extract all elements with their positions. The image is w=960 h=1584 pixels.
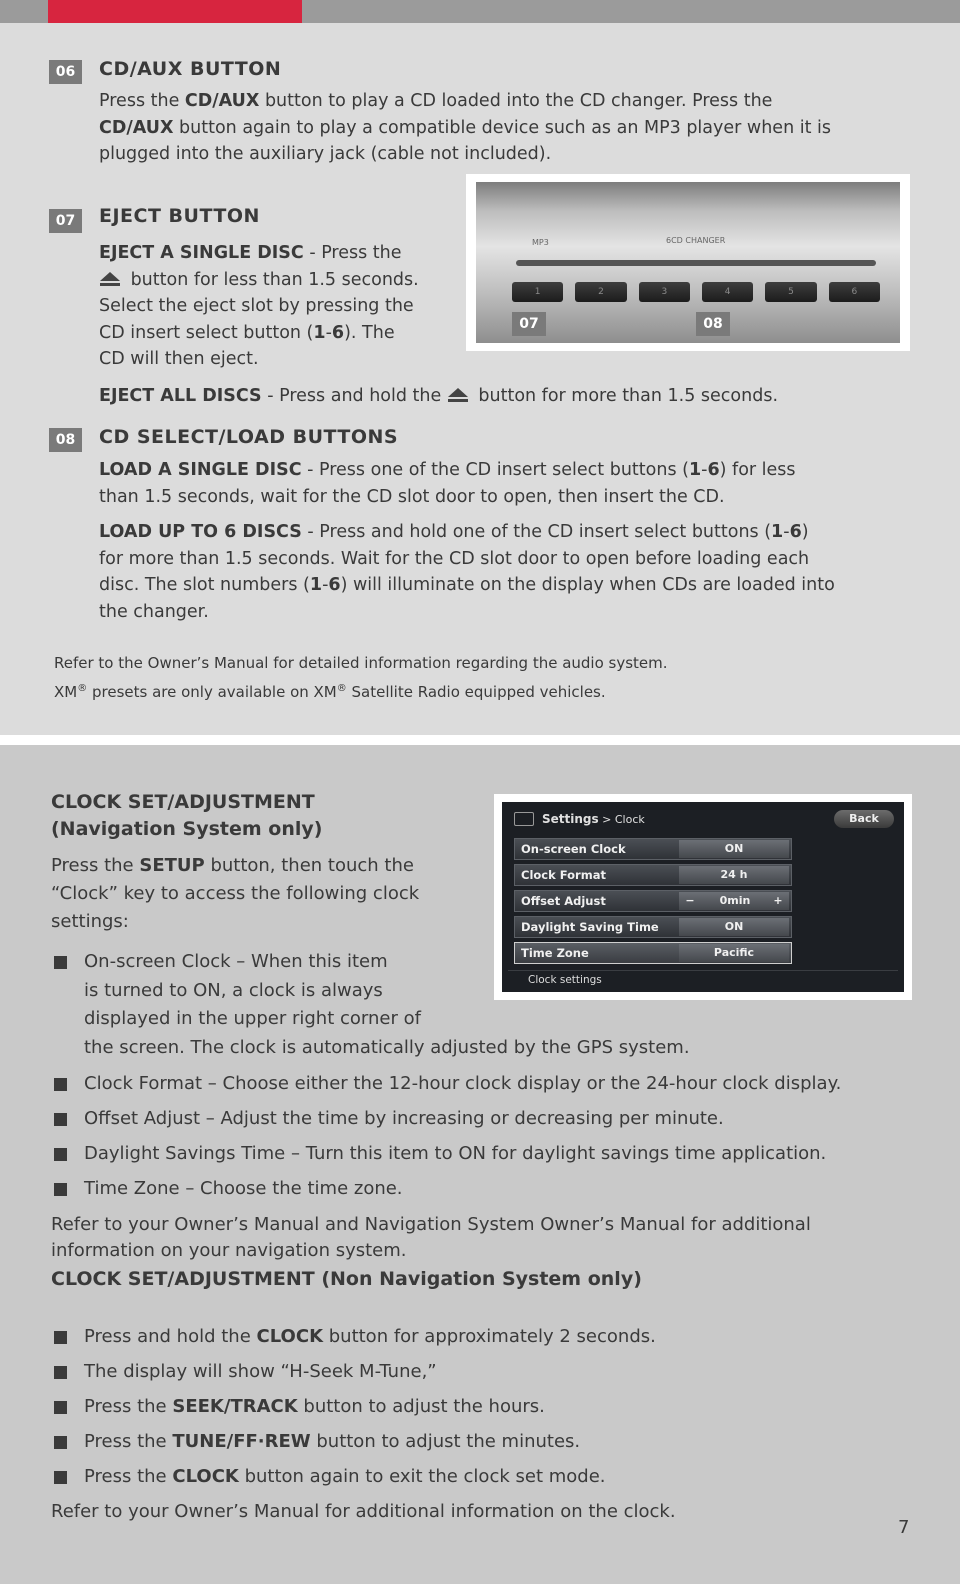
settings-icon xyxy=(514,812,534,826)
top-accent-bar xyxy=(48,0,302,23)
onscreen-clock-text: On-screen Clock – When this item is turned to ON, a clock is always displayed in the upper right corner of the screen. The clock is automatically adjusted by the GPS system. xyxy=(84,951,690,1058)
clock-format-text: Clock Format – Choose either the 12-hour clock display or the 24-hour clock display. xyxy=(84,1073,842,1094)
clock-intro: Press the SETUP button, then touch the “Clock” key to access the following clock settings: xyxy=(51,855,420,932)
back-button: Back xyxy=(834,810,894,828)
clock-nav-title: CLOCK SET/ADJUSTMENT xyxy=(51,791,315,813)
top-color-bar xyxy=(0,0,960,23)
cd-select-title: CD SELECT/LOAD BUTTONS xyxy=(99,426,399,448)
xm-note: XM® presets are only available on XM® Satellite Radio equipped vehicles. xyxy=(54,683,606,701)
row-clock-format: Clock Format 24 h xyxy=(514,864,792,886)
plus-icon: + xyxy=(767,892,789,910)
load-six-label: LOAD UP TO 6 DISCS xyxy=(99,522,302,542)
badge-07: 07 xyxy=(49,209,82,233)
eject-all-label: EJECT ALL DISCS xyxy=(99,386,262,406)
photo-badge-08: 08 xyxy=(696,312,730,336)
nonnav-step-2: The display will show “H-Seek M-Tune,” xyxy=(84,1361,437,1382)
cd-button: 3 xyxy=(639,282,690,302)
badge-08: 08 xyxy=(49,428,82,452)
cd-select-buttons xyxy=(512,282,880,302)
eject-icon xyxy=(447,388,469,402)
eject-single-label: EJECT A SINGLE DISC xyxy=(99,243,304,263)
eject-all-text: EJECT ALL DISCS - Press and hold the button for more than 1.5 seconds. xyxy=(99,386,779,406)
bullet-icon xyxy=(54,1471,67,1484)
row-offset-adjust: Offset Adjust 0min − + xyxy=(514,890,792,912)
cd-button: 5 xyxy=(765,282,816,302)
nonnav-step-3: Press the SEEK/TRACK button to adjust the hours. xyxy=(84,1396,545,1417)
cd-aux-title: CD/AUX BUTTON xyxy=(99,58,282,80)
eject-title: EJECT BUTTON xyxy=(99,205,260,227)
bullet-icon xyxy=(54,1078,67,1091)
bullet-icon xyxy=(54,1148,67,1161)
nonnav-step-1: Press and hold the CLOCK button for approximately 2 seconds. xyxy=(84,1326,656,1347)
badge-06: 06 xyxy=(49,60,82,84)
load-six-text: LOAD UP TO 6 DISCS - Press and hold one of the CD insert select buttons (1-6) for more than 1.5 seconds. Wait for the CD slot door to open before loading each disc. The slot numbers (1-6) will illuminate on the display when CDs are loaded into the changer. xyxy=(99,522,835,622)
load-single-label: LOAD A SINGLE DISC xyxy=(99,460,302,480)
bullet-icon xyxy=(54,1401,67,1414)
section-divider xyxy=(0,735,960,745)
load-single-text: LOAD A SINGLE DISC - Press one of the CD insert select buttons (1-6) for less than 1.5 seconds, wait for the CD slot door to open, then insert the CD. xyxy=(99,460,796,507)
row-daylight-saving: Daylight Saving Time ON xyxy=(514,916,792,938)
photo-badge-07: 07 xyxy=(512,312,546,336)
bullet-icon xyxy=(54,1113,67,1126)
cd-changer-photo xyxy=(466,174,910,351)
bullet-icon xyxy=(54,1436,67,1449)
cd-slot xyxy=(516,260,876,266)
clock-nav-refer: Refer to your Owner’s Manual and Navigation System Owner’s Manual for additional information on your navigation system. xyxy=(51,1214,811,1261)
clock-nav-subtitle: (Navigation System only) xyxy=(51,818,323,840)
time-zone-text: Time Zone – Choose the time zone. xyxy=(84,1178,403,1199)
page-number: 7 xyxy=(898,1517,910,1538)
cd-button: 4 xyxy=(702,282,753,302)
bullet-icon xyxy=(54,1183,67,1196)
cd-button: 1 xyxy=(512,282,563,302)
eject-icon xyxy=(99,272,121,286)
bullet-icon xyxy=(54,1366,67,1379)
clock-settings-screen xyxy=(494,794,912,1000)
mp3-label: MP3 xyxy=(532,238,549,247)
settings-footer: Clock settings xyxy=(508,970,898,988)
offset-adjust-text: Offset Adjust – Adjust the time by increasing or decreasing per minute. xyxy=(84,1108,724,1129)
nonnav-step-5: Press the CLOCK button again to exit the clock set mode. xyxy=(84,1466,606,1487)
row-onscreen-clock: On-screen Clock ON xyxy=(514,838,792,860)
cd-button: 6 xyxy=(829,282,880,302)
settings-header: Settings > Clock Back xyxy=(508,808,898,830)
eject-single-text: EJECT A SINGLE DISC - Press the button for less than 1.5 seconds. Select the eject slot by pressing the CD insert select button (1-6). The CD will then eject. xyxy=(99,243,419,369)
cd-button: 2 xyxy=(575,282,626,302)
clock-nonnav-title: CLOCK SET/ADJUSTMENT (Non Navigation System only) xyxy=(51,1268,642,1290)
minus-icon: − xyxy=(679,892,701,910)
nonnav-step-4: Press the TUNE/FF·REW button to adjust the minutes. xyxy=(84,1431,581,1452)
daylight-savings-text: Daylight Savings Time – Turn this item to ON for daylight savings time application. xyxy=(84,1143,827,1164)
row-time-zone: Time Zone Pacific xyxy=(514,942,792,964)
nonnav-refer: Refer to your Owner’s Manual for additional information on the clock. xyxy=(51,1501,676,1522)
bullet-icon xyxy=(54,1331,67,1344)
changer-label: 6CD CHANGER xyxy=(666,236,726,245)
cd-aux-text: Press the CD/AUX button to play a CD loaded into the CD changer. Press the CD/AUX button again to play a compatible device such as an MP3 player when it is plugged into the auxiliary jack (cable not included). xyxy=(99,91,831,164)
audio-note: Refer to the Owner’s Manual for detailed information regarding the audio system. xyxy=(54,654,668,672)
bullet-icon xyxy=(54,956,67,969)
